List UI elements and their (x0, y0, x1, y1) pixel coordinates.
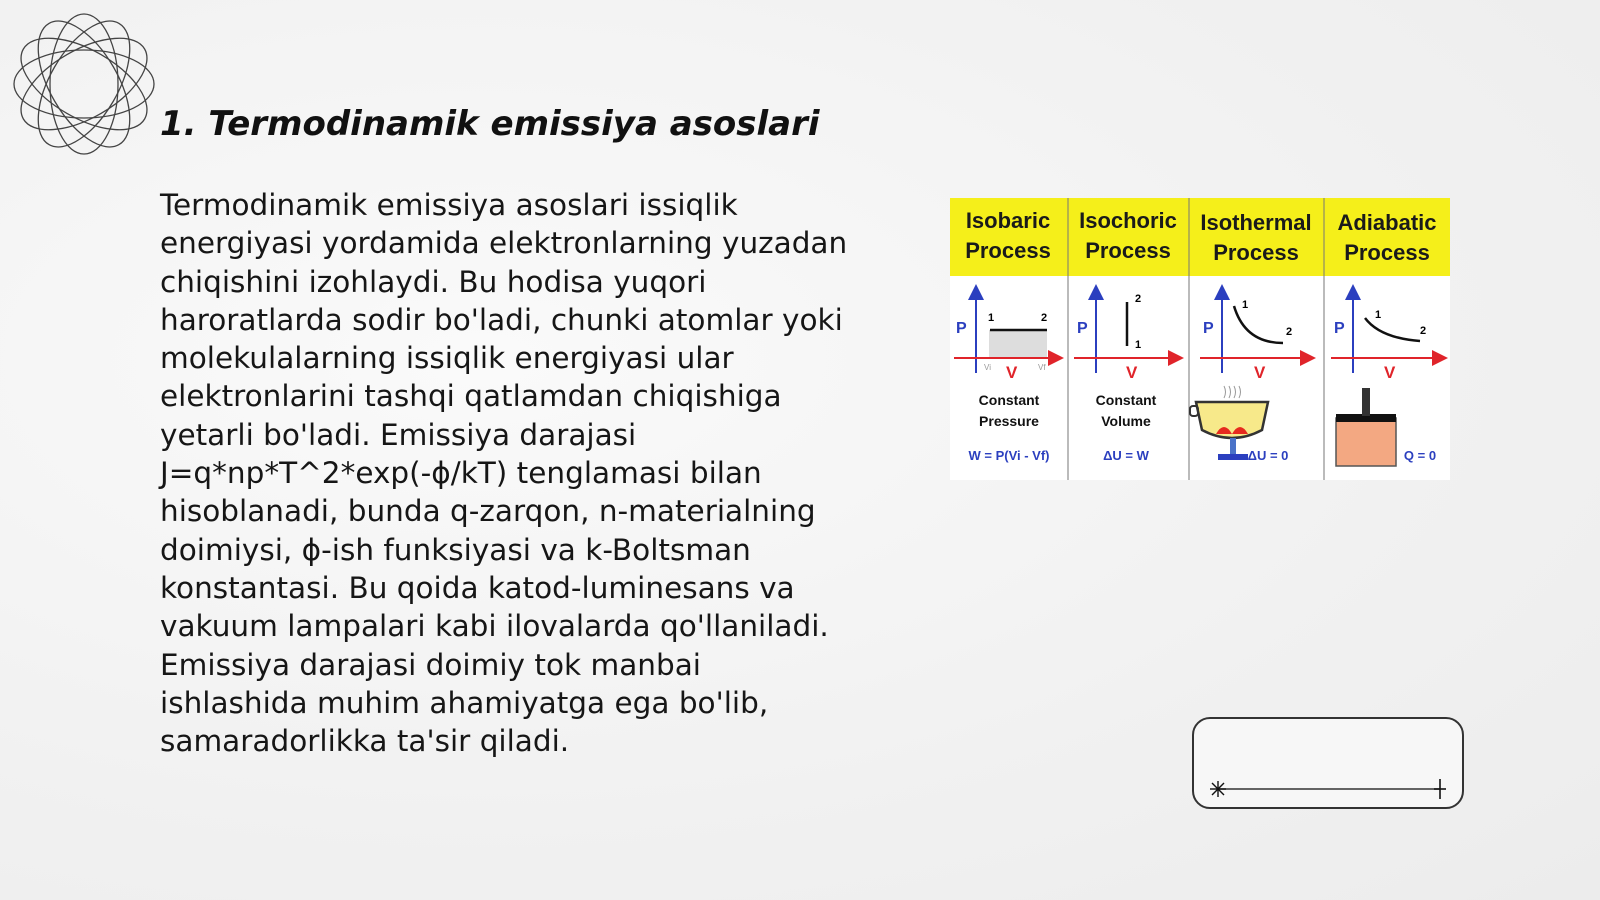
isochoric-point-1: 1 (1135, 339, 1142, 351)
adiabatic-p-label: P (1334, 320, 1345, 337)
slide-title: 1. Termodinamik emissiya asoslari (160, 104, 820, 144)
sparkle-icon (1210, 781, 1226, 797)
isochoric-formula: ΔU = W (1103, 448, 1149, 463)
piston-cylinder-icon (1336, 388, 1396, 466)
adiabatic-point-1: 1 (1375, 309, 1382, 321)
isothermal-point-1: 1 (1242, 299, 1249, 311)
isobaric-desc-line2: Pressure (979, 413, 1039, 429)
isochoric-point-2: 2 (1135, 293, 1142, 305)
header-adiabatic-line1: Adiabatic (1337, 210, 1437, 235)
isothermal-panel (1190, 292, 1308, 463)
adiabatic-v-label: V (1384, 363, 1396, 382)
adiabatic-point-2: 2 (1420, 325, 1427, 337)
isochoric-v-label: V (1126, 363, 1138, 382)
isobaric-p-label: P (956, 320, 967, 337)
isothermal-v-label: V (1254, 363, 1266, 382)
header-isobaric-line1: Isobaric (965, 208, 1051, 233)
isochoric-desc-line1: Constant (1095, 392, 1157, 408)
header-isobaric-line2: Process (965, 238, 1051, 263)
adiabatic-formula: Q = 0 (1403, 448, 1437, 463)
adiabatic-panel (1331, 292, 1440, 466)
thermodynamic-processes-diagram (950, 198, 1450, 480)
isobaric-point-1: 1 (988, 312, 995, 324)
header-isothermal-line1: Isothermal (1200, 210, 1312, 235)
isochoric-desc-line2: Volume (1101, 413, 1151, 429)
isothermal-point-2: 2 (1286, 326, 1293, 338)
isobaric-vi-label: Vi (984, 363, 991, 372)
header-isochoric-line1: Isochoric (1079, 208, 1177, 233)
isochoric-p-label: P (1077, 320, 1088, 337)
playback-slider-track[interactable] (1194, 719, 1462, 807)
slide-body-text: Termodinamik emissiya asoslari issiqlik energiyasi yordamida elektronlarning yuzadan chiqishini izohlaydi. Bu hodisa yuqori haroratlarda sodir bo'ladi, chunki atomlar yoki molekulalarning issiqlik energiyasi ular elektronlarini tashqi qatlamdan chiqishiga yetarli bo'ladi. Emissiya darajasi J=q*np*T^2*exp(-ϕ/kT) tenglamasi bilan hisoblanadi, bunda q-zarqon, n-materialning doimiysi, ϕ-ish funksiyasi va k-Boltsman konstantasi. Bu qoida katod-luminesans va vakuum lampalari kabi ilovalarda qo'llaniladi. Emissiya darajasi doimiy tok manbai ishlashida muhim ahamiyatga ega bo'lib, samaradorlikka ta'sir qiladi. (160, 188, 848, 759)
slider-end-marker-icon (1434, 779, 1446, 799)
isochoric-panel (1074, 292, 1176, 463)
playback-slider-frame[interactable] (1192, 717, 1464, 809)
isobaric-point-2: 2 (1041, 312, 1048, 324)
ring-logo-icon (10, 10, 158, 158)
isobaric-v-label: V (1006, 363, 1018, 382)
header-adiabatic-line2: Process (1344, 240, 1430, 265)
header-isochoric-line2: Process (1085, 238, 1171, 263)
header-isothermal-line2: Process (1213, 240, 1299, 265)
isobaric-desc-line1: Constant (978, 392, 1040, 408)
isobaric-formula: W = P(Vi - Vf) (968, 448, 1050, 463)
isobaric-panel (954, 292, 1056, 463)
isothermal-formula: ΔU = 0 (1247, 448, 1289, 463)
isobaric-vf-label: Vf (1038, 363, 1046, 372)
isothermal-p-label: P (1203, 320, 1214, 337)
